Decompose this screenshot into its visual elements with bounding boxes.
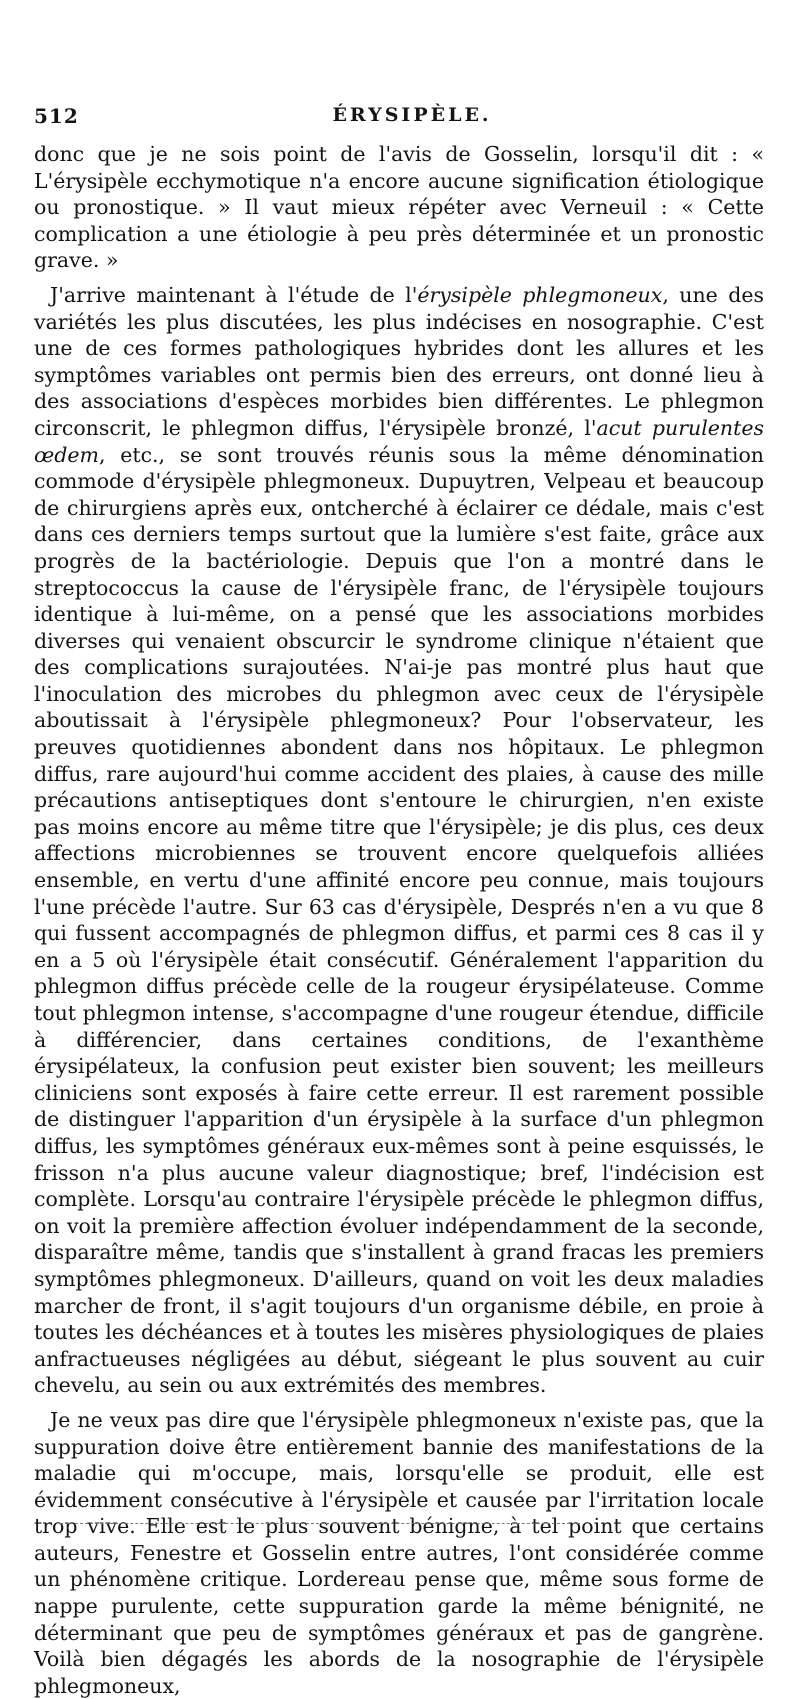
text-run: , une des variétés les plus discutées, les plus indécises en nosographie. C'est une de ces formes pathologiques hybrides dont les allures et les symptômes variables ont permis bien des erreurs, ont donné lieu à des associations d'espèces morbides bien différentes. Le phlegmon circonscrit, le phlegmon diffus, l'érysipèle bronzé, l' xyxy=(34,282,764,440)
text-run: donc que je ne sois point de l'avis de Gosselin, lorsqu'il dit : « L'érysipèle ecchymotique n'a encore aucune signification étiologique ou pronostique. » Il vaut mieux répéter avec Verneuil : « Cette complication a une étiologie à peu près déterminée et un pronostic grave. » xyxy=(34,142,764,273)
paragraph-suppuration xyxy=(34,1407,764,1699)
text-run: J'arrive maintenant à l'étude de l' xyxy=(50,282,418,307)
chapter-title: ÉRYSIPÈLE. xyxy=(332,104,492,126)
running-head xyxy=(34,104,760,134)
text-run: Je ne veux pas dire que l'érysipèle phlegmoneux n'existe pas, que la suppuration doive être entièrement bannie des manifestations de la maladie qui m'occupe, mais, lorsqu'elle se produit, elle est évidemment consécutive à l'érysipèle et causée par l'irritation locale trop vive. Elle est le plus souvent bénigne, à tel point que certains auteurs, Fenestre et Gosselin entre autres, l'ont considérée comme un phénomène critique. Lordereau pense que, même sous forme de nappe purulente, cette suppuration garde la même bénignité, ne déterminant que peu de symptômes généraux et pas de gangrène. Voilà bien dégagés les abords de la nosographie de l'érysipèle phlegmoneux, xyxy=(34,1407,764,1698)
italic-term: acut purulentes œdem xyxy=(34,415,764,467)
paragraph-erysipele-phlegmoneux xyxy=(34,282,764,1399)
paragraph-continuation xyxy=(34,141,764,274)
italic-term: érysipèle phlegmoneux xyxy=(417,282,663,307)
page-number: 512 xyxy=(34,104,79,128)
body-text xyxy=(34,141,764,1699)
text-run: , etc., se sont trouvés réunis sous la même dénomination commode d'érysipèle phlegmoneux. Dupuytren, Velpeau et beaucoup de chirurgiens après eux, ontcherché à éclairer ce dédale, mais c'est dans ces derniers temps surtout que la lumière s'est faite, grâce aux progrès de la bactériologie. Depuis que l'on a montré dans le streptococcus la cause de l'érysipèle franc, de l'érysipèle toujours identique à lui-même, on a pensé que les associations morbides diverses qui venaient obscurcir le syndrome clinique n'étaient que des complications surajoutées. N'ai-je pas montré plus haut que l'inoculation des microbes du phlegmon avec ceux de l'érysipèle aboutissait à l'érysipèle phlegmoneux? Pour l'observateur, les preuves quotidiennes abondent dans nos hôpitaux. Le phlegmon diffus, rare aujourd'hui comme accident des plaies, à cause des mille précautions antiseptiques dont s'entoure le chirurgien, n'en existe pas moins encore au même titre que l'érysipèle; je dis plus, ces deux affections microbiennes se trouvent encore quelquefois alliées ensemble, en vertu d'une affinité encore peu connue, mais toujours l'une précède l'autre. Sur 63 cas d'érysipèle, Després n'en a vu que 8 qui fussent accompagnés de phlegmon diffus, et parmi ces 8 cas il y en a 5 où l'érysipèle était consécutif. Généralement l'apparition du phlegmon diffus précède celle de la rougeur érysipélateuse. Comme tout phlegmon intense, s'accompagne d'une rougeur étendue, difficile à différencier, dans certaines conditions, de l'exanthème érysipélateux, la confusion peut exister bien souvent; les meilleurs cliniciens sont exposés à faire cette erreur. Il est rarement possible de distinguer l'apparition d'un érysipèle à la surface d'un phlegmon diffus, les symptômes généraux eux-mêmes sont à peine esquissés, le frisson n'a plus aucune valeur diagnostique; bref, l'indécision est complète. Lorsqu'au contraire l'érysipèle précède le phlegmon diffus, on voit la première affection évoluer indépendamment de la seconde, disparaître même, tandis que s'installent à grand fracas les premiers symptômes phlegmoneux. D'ailleurs, quand on voit les deux maladies marcher de front, il s'agit toujours d'un organisme débile, en proie à toutes les déchéances et à toutes les misères physiologiques de plaies anfractueuses négligées au début, siégeant le plus souvent au cuir chevelu, au sein ou aux extrémités des membres. xyxy=(34,442,764,1398)
footer-rule xyxy=(60,1523,580,1524)
